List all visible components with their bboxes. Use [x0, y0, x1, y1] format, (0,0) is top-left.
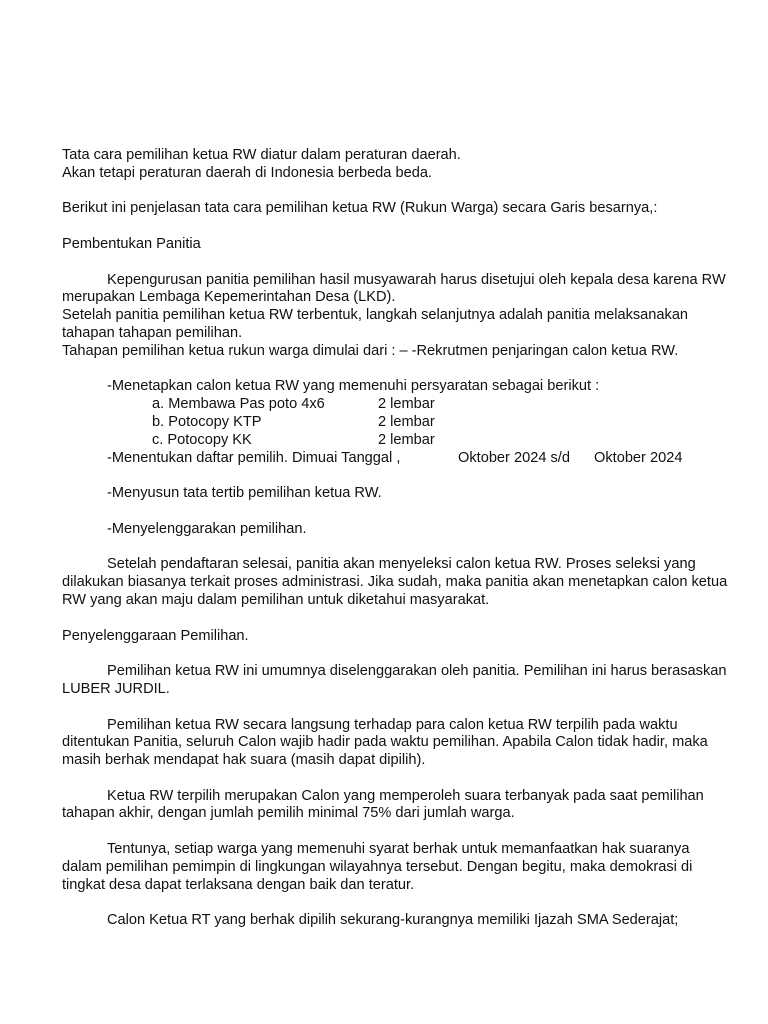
requirement-item: c. Potocopy KK	[152, 431, 252, 448]
paragraph-kepengurusan: Kepengurusan panitia pemilihan hasil musyawarah harus disetujui oleh kepala desa karena RW merupakan Lembaga Kepemerintahan Desa (LKD).	[62, 271, 726, 306]
paragraph-tahapan: Tahapan pemilihan ketua rukun warga dimulai dari : – -Rekrutmen penjaringan calon ketua RW.	[62, 342, 679, 359]
requirement-row	[62, 414, 732, 432]
requirement-qty: 2 lembar	[378, 396, 435, 413]
daftar-pemilih-line	[62, 450, 732, 468]
requirement-qty: 2 lembar	[378, 413, 435, 430]
daftar-end-date: Oktober 2024	[594, 449, 683, 466]
paragraph-tata-tertib: -Menyusun tata tertib pemilihan ketua RW.	[107, 485, 382, 502]
paragraph-tentunya: Tentunya, setiap warga yang memenuhi syarat berhak untuk memanfaatkan hak suaranya dalam pemilihan pemimpin di lingkungan wilayahnya tersebut. Dengan begitu, maka demokrasi di tingkat desa dapat terlaksana dengan baik dan teratur.	[62, 841, 693, 893]
requirement-row	[62, 396, 732, 414]
paragraph-calon-rt: Calon Ketua RT yang berhak dipilih sekurang-kurangnya memiliki Ijazah SMA Sederajat;	[107, 912, 679, 929]
requirement-item: a. Membawa Pas poto 4x6	[152, 396, 325, 413]
intro-paragraph: Berikut ini penjelasan tata cara pemilihan ketua RW (Rukun Warga) secara Garis besarnya,:	[62, 200, 658, 217]
heading-penyelenggaraan: Penyelenggaraan Pemilihan.	[62, 627, 249, 644]
requirement-item: b. Potocopy KTP	[152, 413, 262, 430]
paragraph-pendaftaran: Setelah pendaftaran selesai, panitia akan menyeleksi calon ketua RW. Proses seleksi yang dilakukan biasanya terkait proses administrasi. Jika sudah, maka panitia akan menetapkan calon ketua RW yang akan maju dalam pemilihan untuk diketahui masyarakat.	[62, 556, 728, 608]
intro-line-1: Tata cara pemilihan ketua RW diatur dalam peraturan daerah.	[62, 147, 461, 163]
paragraph-terpilih: Ketua RW terpilih merupakan Calon yang memperoleh suara terbanyak pada saat pemilihan tahapan akhir, dengan jumlah pemilih minimal 75% dari jumlah warga.	[62, 787, 704, 822]
paragraph-menetapkan: -Menetapkan calon ketua RW yang memenuhi persyaratan sebagai berikut :	[107, 378, 600, 395]
daftar-start-date: Oktober 2024 s/d	[458, 449, 570, 466]
daftar-pemilih-text: -Menentukan daftar pemilih. Dimuai Tanggal ,	[107, 449, 401, 466]
paragraph-langsung: Pemilihan ketua RW secara langsung terhadap para calon ketua RW terpilih pada waktu ditentukan Panitia, seluruh Calon wajib hadir pada waktu pemilihan. Apabila Calon tidak hadir, maka masih berhak mendapat hak suara (masih dapat dipilih).	[62, 716, 708, 769]
paragraph-setelah-panitia: Setelah panitia pemilihan ketua RW terbentuk, langkah selanjutnya adalah panitia melaksanakan tahapan tahapan pemilihan.	[62, 307, 689, 341]
heading-pembentukan-panitia: Pembentukan Panitia	[62, 235, 201, 252]
document-body	[62, 147, 732, 930]
paragraph-menyelenggarakan: -Menyelenggarakan pemilihan.	[107, 520, 307, 537]
intro-line-2: Akan tetapi peraturan daerah di Indonesia berbeda beda.	[62, 164, 432, 181]
requirement-qty: 2 lembar	[378, 431, 435, 448]
paragraph-umumnya: Pemilihan ketua RW ini umumnya diselenggarakan oleh panitia. Pemilihan ini harus berasaskan LUBER JURDIL.	[62, 663, 727, 697]
requirement-row	[62, 432, 732, 450]
